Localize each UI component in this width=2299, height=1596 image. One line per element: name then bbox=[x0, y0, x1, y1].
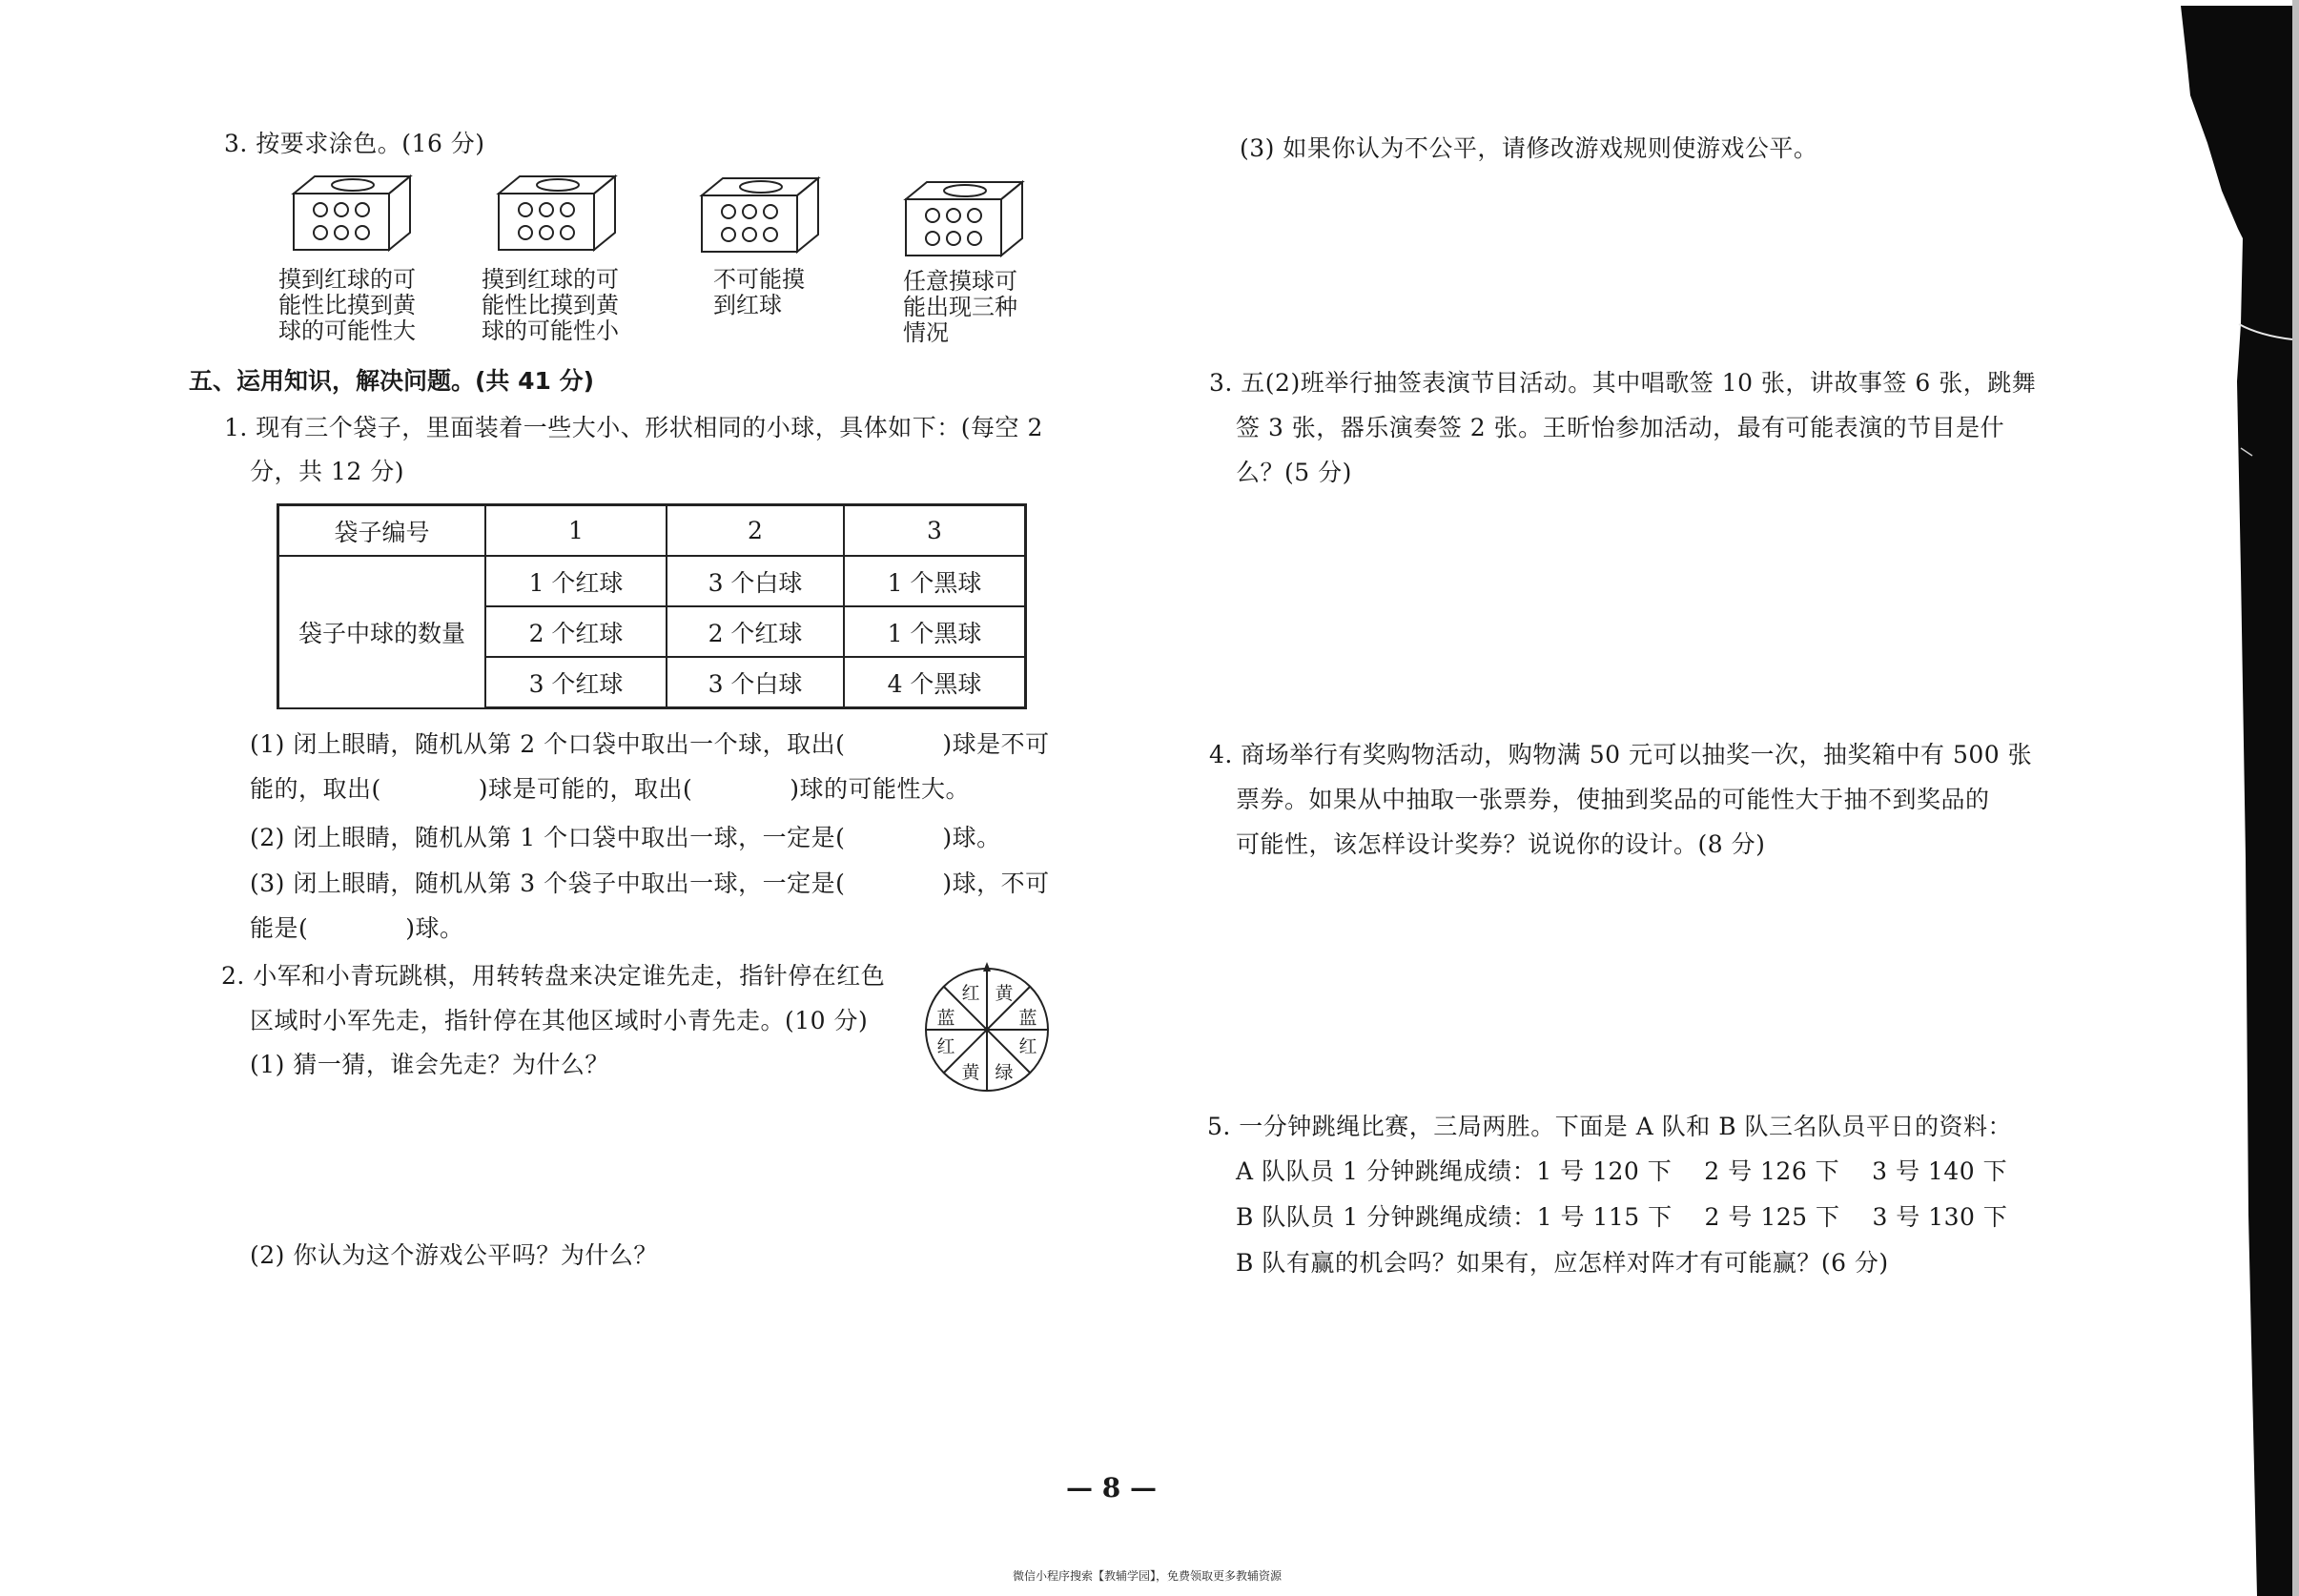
bags-table bbox=[277, 503, 1027, 709]
table-header-cell: 1 bbox=[485, 505, 667, 557]
spinner-sector-label: 红 bbox=[1018, 1036, 1037, 1057]
table-row-label: 袋子中球的数量 bbox=[278, 556, 486, 708]
table-header-cell: 3 bbox=[844, 505, 1026, 557]
spinner-sector-label: 黄 bbox=[961, 1062, 980, 1083]
spinner-sector-label: 黄 bbox=[995, 983, 1014, 1004]
box-figure-3 bbox=[694, 174, 837, 259]
table-cell: 3 个红球 bbox=[485, 657, 667, 708]
q4-line-2: 票券。如果从中抽取一张票券，使抽到奖品的可能性大于抽不到奖品的 bbox=[1236, 786, 1990, 813]
box-caption-1: 摸到红球的可 能性比摸到黄 球的可能性大 bbox=[278, 266, 416, 344]
q5-team-a-scores: A 队队员 1 分钟跳绳成绩：1 号 120 下 2 号 126 下 3 号 140 下 bbox=[1236, 1157, 2008, 1185]
q2-sub1: (1) 猜一猜，谁会先走？为什么？ bbox=[250, 1051, 609, 1078]
spinner-sector-label: 绿 bbox=[995, 1062, 1014, 1083]
box-figure-4 bbox=[898, 177, 1041, 263]
table-cell: 2 个红球 bbox=[667, 606, 844, 657]
q1-line-1: 1. 现有三个袋子，里面装着一些大小、形状相同的小球，具体如下：(每空 2 bbox=[224, 414, 1043, 441]
box-caption-2: 摸到红球的可 能性比摸到黄 球的可能性小 bbox=[482, 266, 619, 344]
q5-line-1: 5. 一分钟跳绳比赛，三局两胜。下面是 A 队和 B 队三名队员平日的资料： bbox=[1207, 1113, 2013, 1140]
spinner-arrow-icon bbox=[983, 962, 991, 972]
ball-box-icon bbox=[694, 174, 837, 259]
spinner-sector-label: 红 bbox=[961, 983, 980, 1004]
table-cell: 3 个白球 bbox=[667, 657, 844, 708]
watermark-text: 微信小程序搜索【教辅学园】，免费领取更多教辅资源 bbox=[1013, 1569, 1283, 1583]
table-cell: 2 个红球 bbox=[485, 606, 667, 657]
ball-box-icon bbox=[898, 177, 1041, 263]
q5-team-b-scores: B 队队员 1 分钟跳绳成绩：1 号 115 下 2 号 125 下 3 号 130 下 bbox=[1236, 1203, 2008, 1231]
table-cell: 3 个白球 bbox=[667, 556, 844, 606]
q1-sub2: (2) 闭上眼睛，随机从第 1 个口袋中取出一球，一定是( )球。 bbox=[250, 824, 1001, 851]
table-row bbox=[278, 556, 1026, 606]
q2-sub2: (2) 你认为这个游戏公平吗？为什么？ bbox=[250, 1241, 658, 1269]
box-figure-1 bbox=[286, 172, 429, 257]
table-header-cell: 袋子编号 bbox=[278, 505, 486, 557]
q1-sub3-line-2: 能是( )球。 bbox=[250, 914, 464, 942]
q1-sub3-line-1: (3) 闭上眼睛，随机从第 3 个袋子中取出一球，一定是( )球，不可 bbox=[250, 870, 1050, 897]
q3-line-1: 3. 五(2)班举行抽签表演节目活动。其中唱歌签 10 张，讲故事签 6 张，跳舞 bbox=[1209, 369, 2037, 397]
page-number: — 8 — bbox=[1066, 1472, 1157, 1504]
q3-line-2: 签 3 张，器乐演奏签 2 张。王昕怡参加活动，最有可能表演的节目是什 bbox=[1236, 414, 2005, 441]
q1-line-2: 分，共 12 分) bbox=[250, 458, 404, 485]
box-caption-3: 不可能摸 到红球 bbox=[713, 266, 805, 318]
q3-line-3: 么？(5 分) bbox=[1236, 459, 1352, 486]
table-cell: 1 个黑球 bbox=[844, 556, 1026, 606]
table-cell: 1 个黑球 bbox=[844, 606, 1026, 657]
ball-box-icon bbox=[491, 172, 634, 257]
q1-sub1-line-2: 能的，取出( )球是可能的，取出( )球的可能性大。 bbox=[250, 775, 971, 803]
q4-line-1: 4. 商场举行有奖购物活动，购物满 50 元可以抽奖一次，抽奖箱中有 500 张 bbox=[1209, 741, 2033, 768]
q3-coloring-title: 3. 按要求涂色。(16 分) bbox=[224, 130, 485, 157]
section-5-heading: 五、运用知识，解决问题。(共 41 分) bbox=[189, 367, 595, 395]
q1-sub1-line-1: (1) 闭上眼睛，随机从第 2 个口袋中取出一个球，取出( )球是不可 bbox=[250, 730, 1050, 758]
spinner-sector-label: 红 bbox=[936, 1036, 955, 1057]
table-cell: 1 个红球 bbox=[485, 556, 667, 606]
q4-line-3: 可能性，该怎样设计奖券？说说你的设计。(8 分) bbox=[1236, 830, 1766, 858]
table-header-cell: 2 bbox=[667, 505, 844, 557]
spinner-figure bbox=[918, 958, 1056, 1097]
box-caption-4: 任意摸球可 能出现三种 情况 bbox=[903, 268, 1017, 346]
q2-line-2: 区域时小军先走，指针停在其他区域时小青先走。(10 分) bbox=[250, 1007, 869, 1034]
box-figure-2 bbox=[491, 172, 634, 257]
q5-question: B 队有赢的机会吗？如果有，应怎样对阵才有可能赢？(6 分) bbox=[1236, 1249, 1889, 1277]
ball-box-icon bbox=[286, 172, 429, 257]
table-header-row bbox=[278, 505, 1026, 557]
q2-line-1: 2. 小军和小青玩跳棋，用转转盘来决定谁先走，指针停在红色 bbox=[221, 962, 886, 990]
q2-sub3: (3) 如果你认为不公平，请修改游戏规则使游戏公平。 bbox=[1240, 134, 1818, 162]
spinner-sector-label: 蓝 bbox=[1018, 1008, 1037, 1029]
spinner-sector-label: 蓝 bbox=[936, 1008, 955, 1029]
table-cell: 4 个黑球 bbox=[844, 657, 1026, 708]
